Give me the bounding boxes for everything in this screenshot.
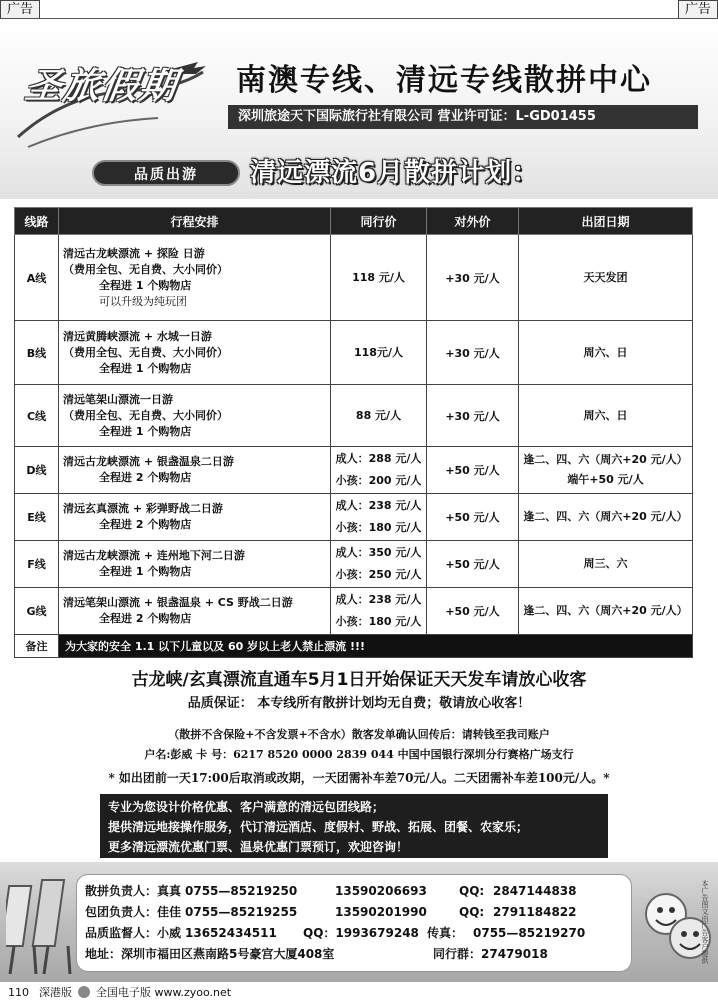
payment-instruction: （散拼不含保险+不含发票+不含水）散客发单确认回传后：请转钱至我司账户	[168, 728, 550, 741]
promo-line: 专业为您设计价格优惠、客户满意的清远包团线路；	[108, 800, 385, 814]
table-row	[15, 588, 693, 635]
departure-date: 周三、六	[519, 541, 693, 588]
contact-address: 地址：深圳市福田区燕南路5号豪宫大厦408室	[85, 947, 335, 961]
line-code: E线	[15, 494, 59, 541]
header-public-price: 对外价	[427, 208, 519, 235]
itinerary-cell	[59, 385, 331, 447]
table-row	[15, 235, 693, 321]
trade-price: 118元/人	[331, 321, 427, 385]
header-itinerary: 行程安排	[59, 208, 331, 235]
departure-date: 天天发团	[519, 235, 693, 321]
contact-qq-label: QQ:	[459, 884, 485, 898]
cancellation-policy: * 如出团前一天17:00后取消或改期，一天团需补车差70元/人。二天团需补车差100元/人。*	[108, 771, 610, 785]
itinerary-terms: （费用全包、无自费、大小同价）	[63, 345, 228, 359]
itinerary-table	[14, 207, 693, 658]
contact-phone[interactable]: 0755—85219250	[185, 884, 298, 898]
trade-price: 88 元/人	[331, 385, 427, 447]
itinerary-shopping: 全程进 2 个购物店	[99, 471, 192, 484]
itinerary-shopping: 全程进 1 个购物店	[99, 361, 192, 375]
brand-logo: 圣旅假期	[22, 65, 181, 107]
header-trade-price: 同行价	[331, 208, 427, 235]
side-disclaimer: 本广告图文由广告客户提供	[701, 880, 709, 964]
page-footer	[8, 984, 231, 1000]
bus-announcement: 古龙峡/玄真漂流直通车5月1日开始保证天天发车请放心收客	[131, 670, 587, 690]
trade-price-cell	[331, 447, 427, 494]
adult-price: 成人：288 元/人	[335, 452, 422, 465]
departure-date: 周六、日	[519, 385, 693, 447]
adult-price: 成人：238 元/人	[335, 593, 422, 606]
public-price: +30 元/人	[427, 235, 519, 321]
departure-date: 周六、日	[519, 321, 693, 385]
line-code: G线	[15, 588, 59, 635]
itinerary-cell	[59, 321, 331, 385]
promo-line: 更多清远漂流优惠门票、温泉优惠门票预订，欢迎咨询！	[108, 840, 409, 854]
beach-chairs-icon	[6, 866, 78, 978]
contact-row	[85, 923, 631, 944]
child-price: 小孩：180 元/人	[335, 521, 422, 534]
contact-card	[76, 874, 632, 972]
promo-line: 提供清远地接操作服务，代订清远酒店、度假村、野战、拓展、团餐、农家乐；	[108, 820, 529, 834]
public-price: +30 元/人	[427, 385, 519, 447]
page-number: 110	[8, 985, 29, 999]
ad-label-left: 广告	[0, 0, 40, 20]
itinerary-upgrade: 可以升级为纯玩团	[99, 294, 187, 308]
public-price: +50 元/人	[427, 447, 519, 494]
header-departure-date: 出团日期	[519, 208, 693, 235]
table-row	[15, 541, 693, 588]
itinerary-shopping: 全程进 2 个购物店	[99, 518, 192, 531]
itinerary-terms: （费用全包、无自费、大小同价）	[63, 262, 228, 276]
departure-date-cell	[519, 447, 693, 494]
header-line: 线路	[15, 208, 59, 235]
contact-qq[interactable]: 2847144838	[493, 884, 577, 898]
trade-price-cell	[331, 494, 427, 541]
contact-role: 包团负责人：佳佳	[85, 905, 182, 919]
line-code: F线	[15, 541, 59, 588]
child-price: 小孩：200 元/人	[335, 474, 422, 487]
trade-price: 118 元/人	[331, 235, 427, 321]
trade-price-cell	[331, 588, 427, 635]
public-price: +50 元/人	[427, 588, 519, 635]
contact-qq[interactable]: 2791184822	[493, 905, 577, 919]
line-code: A线	[15, 235, 59, 321]
contact-phone[interactable]: 13652434511	[185, 926, 277, 940]
itinerary-cell	[59, 541, 331, 588]
quality-badge: 品质出游	[92, 160, 240, 186]
itinerary-shopping: 全程进 2 个购物店	[99, 612, 192, 625]
itinerary-name: 清远古龙峡漂流 + 银盏温泉二日游	[63, 455, 234, 468]
adult-price: 成人：238 元/人	[335, 499, 422, 512]
peer-group-label: 同行群：	[432, 947, 481, 961]
itinerary-name: 清远玄真漂流 + 彩弹野战二日游	[63, 502, 223, 515]
public-price: +50 元/人	[427, 494, 519, 541]
table-row	[15, 494, 693, 541]
child-price: 小孩：180 元/人	[335, 615, 422, 628]
departure-date: 逢二、四、六（周六+20 元/人）	[519, 494, 693, 541]
contact-fax[interactable]: 0755—85219270	[473, 926, 586, 940]
itinerary-name: 清远黄腾峡漂流 + 水城一日游	[63, 329, 212, 343]
itinerary-terms: （费用全包、无自费、大小同价）	[63, 408, 228, 422]
table-row	[15, 321, 693, 385]
public-price: +50 元/人	[427, 541, 519, 588]
note-text: 为大家的安全 1.1 以下儿童以及 60 岁以上老人禁止漂流 !!!	[59, 635, 693, 658]
note-label: 备注	[15, 635, 59, 658]
website-link[interactable]: 全国电子版 www.zyoo.net	[96, 986, 232, 999]
contact-phone[interactable]: 0755—85219255	[185, 905, 298, 919]
quality-guarantee: 品质保证： 本专线所有散拼计划均无自费；敬请放心收客！	[187, 696, 531, 711]
itinerary-shopping: 全程进 1 个购物店	[99, 424, 192, 438]
public-price: +30 元/人	[427, 321, 519, 385]
contact-row	[85, 881, 631, 902]
contact-qq[interactable]: QQ：1993679248	[303, 926, 419, 940]
itinerary-cell	[59, 494, 331, 541]
table-row	[15, 447, 693, 494]
line-code: B线	[15, 321, 59, 385]
line-code: C线	[15, 385, 59, 447]
itinerary-name: 清远古龙峡漂流 + 探险 日游	[63, 246, 205, 260]
contact-mobile[interactable]: 13590206693	[335, 884, 427, 898]
departure-date: 逢二、四、六（周六+20 元/人）	[519, 588, 693, 635]
itinerary-cell	[59, 447, 331, 494]
contact-role: 品质监督人：小威	[85, 926, 182, 940]
peer-group-number[interactable]: 27479018	[481, 947, 548, 961]
departure-date: 逢二、四、六（周六+20 元/人）	[523, 453, 688, 466]
ad-label-right: 广告	[678, 0, 718, 20]
company-license-bar: 深圳旅途天下国际旅行社有限公司 营业许可证：L-GD01455	[228, 105, 698, 129]
holiday-surcharge: 端午+50 元/人	[567, 473, 644, 486]
table-header-row	[15, 208, 693, 235]
contact-qq-label: QQ:	[459, 905, 485, 919]
itinerary-name: 清远笔架山漂流 + 银盏温泉 + CS 野战二日游	[63, 596, 293, 609]
itinerary-name: 清远笔架山漂流一日游	[63, 392, 173, 406]
itinerary-shopping: 全程进 1 个购物店	[99, 565, 192, 578]
bank-account: 户名:彭威 卡 号：6217 8520 0000 2839 044 中国中国银行深圳分行赛格广场支行	[144, 748, 574, 761]
itinerary-shopping: 全程进 1 个购物店	[99, 278, 192, 292]
contact-row	[85, 944, 631, 965]
adult-price: 成人：350 元/人	[335, 546, 422, 559]
edition-label: 深港版	[39, 986, 72, 999]
trade-price-cell	[331, 541, 427, 588]
plan-title: 清远漂流6月散拼计划：	[250, 158, 540, 188]
itinerary-cell	[59, 235, 331, 321]
contact-mobile[interactable]: 13590201990	[335, 905, 427, 919]
edition-logo-icon	[78, 986, 90, 998]
itinerary-cell	[59, 588, 331, 635]
line-code: D线	[15, 447, 59, 494]
contact-row	[85, 902, 631, 923]
itinerary-name: 清远古龙峡漂流 + 连州地下河二日游	[63, 549, 245, 562]
contact-fax-label: 传真：	[427, 926, 464, 940]
promo-box	[100, 794, 608, 858]
table-row	[15, 385, 693, 447]
note-row	[15, 635, 693, 658]
contact-role: 散拼负责人：真真	[85, 884, 182, 898]
child-price: 小孩：250 元/人	[335, 568, 422, 581]
headline: 南澳专线、清远专线散拼中心	[236, 63, 652, 98]
